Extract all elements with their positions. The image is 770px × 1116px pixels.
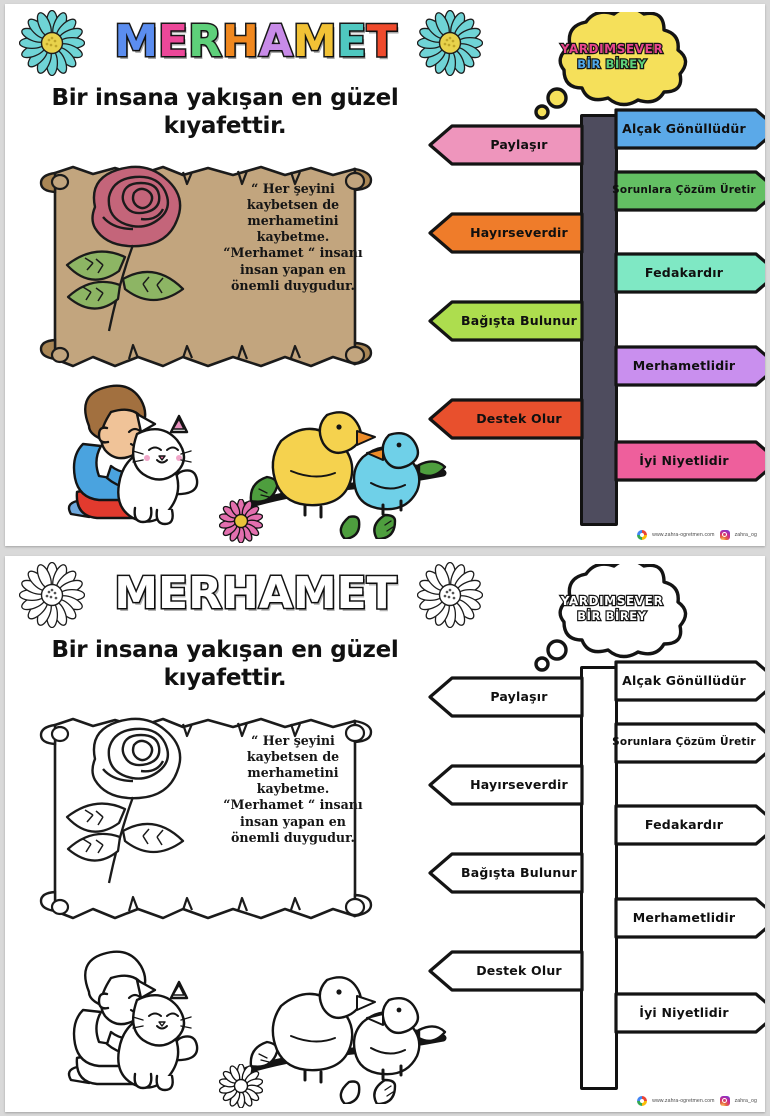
pink-daisy-illustration — [219, 1064, 263, 1108]
diagram-arrow-right-5 — [612, 990, 765, 1036]
subtitle-text — [15, 84, 435, 140]
quote-line: kaybetsen de — [246, 749, 340, 765]
arrow-label: Fedakardır — [644, 265, 724, 281]
diagram-arrow-right-2 — [612, 168, 765, 214]
arrow-label: Bağışta Bulunur — [461, 313, 577, 329]
subtitle-text — [15, 636, 435, 692]
quote-line: merhametini — [247, 213, 339, 229]
thought-cloud-text — [548, 594, 676, 623]
google-icon — [637, 1096, 647, 1106]
quote-line: kaybetme. — [256, 229, 330, 245]
diagram-arrow-right-4 — [612, 895, 765, 941]
instagram-icon — [720, 530, 730, 540]
quote-line: “ Her şeyini — [251, 733, 335, 748]
diagram-arrow-left-3 — [426, 850, 586, 896]
title-letter: M — [114, 568, 158, 619]
title-letter: M — [292, 568, 336, 619]
helpful-person-diagram — [435, 558, 765, 1106]
arrow-label: Destek Olur — [476, 411, 562, 427]
cloud-line-2-part-2: BİREY — [605, 57, 647, 71]
boy-hugging-cat-illustration — [53, 948, 233, 1103]
arrow-label: Paylaşır — [490, 137, 548, 153]
title-letter: A — [258, 16, 292, 67]
title-letter: R — [188, 568, 221, 619]
boy-hugging-cat-illustration — [53, 382, 233, 537]
pink-daisy-illustration — [219, 499, 263, 543]
title-letter: A — [258, 568, 292, 619]
quote-line: kaybetme. — [256, 781, 330, 797]
title-letter: E — [336, 16, 366, 67]
quote-line: “Merhamet “ insanı — [223, 245, 363, 261]
arrow-label: Merhametlidir — [632, 358, 736, 374]
instagram-label: zahra_og — [734, 531, 757, 538]
quote-line: önemli duygudur. — [231, 829, 355, 845]
diagram-arrow-left-1 — [426, 122, 586, 168]
arrow-label: Alçak Gönüllüdür — [622, 121, 746, 137]
subtitle-line-2: kıyafettir. — [163, 113, 287, 140]
arrow-label: İyi Niyetlidir — [639, 1005, 729, 1021]
website-label: www.zahra-ogretmen.com — [652, 1097, 715, 1104]
page-title — [100, 10, 410, 74]
quote-line: insan yapan en — [240, 813, 346, 829]
arrow-label: İyi Niyetlidir — [639, 453, 729, 469]
cloud-line-2-part-1: BİR — [577, 57, 601, 71]
arrow-label: Merhametlidir — [632, 910, 736, 926]
color-worksheet-page — [5, 4, 765, 546]
parchment-scroll — [33, 711, 378, 931]
diagram-arrow-right-3 — [612, 250, 765, 296]
cloud-line-2-part-2: BİREY — [605, 609, 647, 623]
quote-line: merhametini — [247, 765, 339, 781]
quote-line: “Merhamet “ insanı — [223, 797, 363, 813]
website-label: www.zahra-ogretmen.com — [652, 531, 715, 538]
quote-line: kaybetsen de — [246, 197, 340, 213]
title-letter: H — [221, 568, 258, 619]
arrow-label: Fedakardır — [644, 817, 724, 833]
title-letter: E — [158, 568, 188, 619]
title-letter: M — [292, 16, 336, 67]
arrow-label: Destek Olur — [476, 963, 562, 979]
blackwhite-worksheet-page — [5, 556, 765, 1112]
helpful-person-diagram — [435, 6, 765, 542]
diagram-arrow-right-5 — [612, 438, 765, 484]
parchment-scroll — [33, 159, 378, 379]
diagram-arrow-left-2 — [426, 210, 586, 256]
title-letter: T — [366, 16, 396, 67]
arrow-label: Sorunlara Çözüm Üretir — [612, 184, 756, 197]
two-birds-on-branch-illustration — [243, 379, 448, 539]
diagram-arrow-right-3 — [612, 802, 765, 848]
quote-line: “ Her şeyini — [251, 181, 335, 196]
diagram-arrow-left-2 — [426, 762, 586, 808]
title-letter: E — [336, 568, 366, 619]
two-birds-on-branch-illustration — [243, 944, 448, 1104]
subtitle-line-2: kıyafettir. — [163, 665, 287, 692]
arrow-label: Sorunlara Çözüm Üretir — [612, 736, 756, 749]
quote-line: önemli duygudur. — [231, 277, 355, 293]
arrow-label: Hayırseverdir — [470, 777, 568, 793]
quote-text — [213, 181, 373, 294]
diagram-arrow-left-1 — [426, 674, 586, 720]
arrow-label: Paylaşır — [490, 689, 548, 705]
quote-line: insan yapan en — [240, 261, 346, 277]
footer-watermark — [637, 528, 757, 541]
title-letter: M — [114, 16, 158, 67]
subtitle-line-1: Bir insana yakışan en güzel — [51, 637, 399, 663]
title-letter: T — [366, 568, 396, 619]
title-letter: E — [158, 16, 188, 67]
arrow-label: Hayırseverdir — [470, 225, 568, 241]
diagram-arrow-right-4 — [612, 343, 765, 389]
instagram-label: zahra_og — [734, 1097, 757, 1104]
title-letter: R — [188, 16, 221, 67]
google-icon — [637, 530, 647, 540]
arrow-label: Bağışta Bulunur — [461, 865, 577, 881]
diagram-arrow-left-3 — [426, 298, 586, 344]
diagram-arrow-right-1 — [612, 658, 765, 704]
cloud-line-1: YARDIMSEVER — [560, 42, 664, 56]
cloud-line-1: YARDIMSEVER — [560, 594, 664, 608]
thought-cloud-text — [548, 42, 676, 71]
diagram-arrow-left-4 — [426, 948, 586, 994]
page-title — [100, 562, 410, 626]
diagram-arrow-right-1 — [612, 106, 765, 152]
title-letter: H — [221, 16, 258, 67]
diagram-arrow-left-4 — [426, 396, 586, 442]
arrow-label: Alçak Gönüllüdür — [622, 673, 746, 689]
quote-text — [213, 733, 373, 846]
daisy-flower-icon — [19, 10, 85, 76]
diagram-arrow-right-2 — [612, 720, 765, 766]
cloud-line-2-part-1: BİR — [577, 609, 601, 623]
instagram-icon — [720, 1096, 730, 1106]
subtitle-line-1: Bir insana yakışan en güzel — [51, 85, 399, 111]
footer-watermark — [637, 1094, 757, 1107]
daisy-flower-icon — [19, 562, 85, 628]
